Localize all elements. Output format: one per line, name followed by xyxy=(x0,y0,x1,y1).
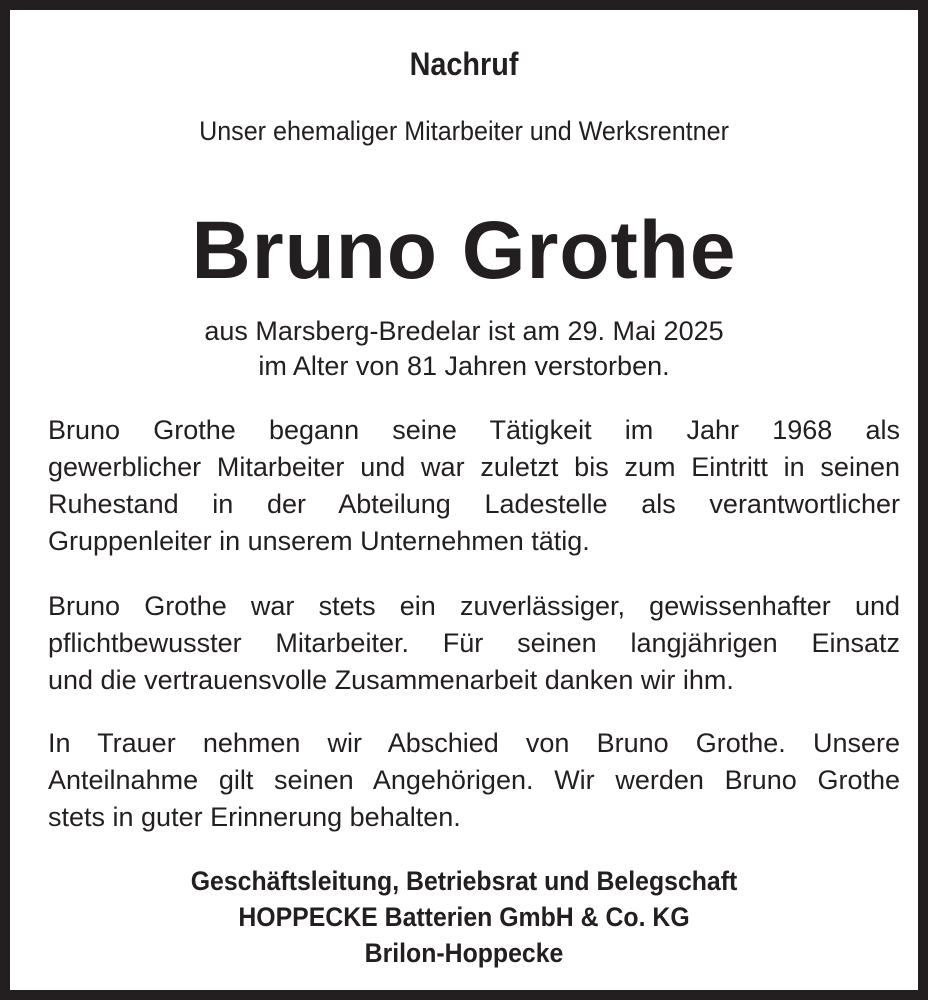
paragraph-line: und die vertrauensvolle Zusammenarbeit danken wir ihm. xyxy=(48,665,734,695)
paragraph-line: Anteilnahme gilt seinen Angehörigen. Wir werden Bruno Grothe xyxy=(48,765,900,795)
origin-line-2: im Alter von 81 Jahren verstorben. xyxy=(258,351,670,381)
paragraph-condolence xyxy=(48,725,900,836)
signature-line-company: HOPPECKE Batterien GmbH & Co. KG xyxy=(238,902,690,932)
notice-heading: Nachruf xyxy=(409,46,519,82)
paragraph-line: stets in guter Erinnerung behalten. xyxy=(48,802,461,832)
paragraph-line: gewerblicher Mitarbeiter und war zuletzt bis zum Eintritt in seinen xyxy=(48,452,900,482)
signature-line-groups: Geschäftsleitung, Betriebsrat und Belegschaft xyxy=(190,866,738,896)
paragraph-line: Bruno Grothe war stets ein zuverlässiger, gewissenhafter und xyxy=(48,591,900,621)
paragraph-career xyxy=(48,412,900,560)
deceased-name: Bruno Grothe xyxy=(191,205,737,296)
signature-line-location: Brilon-Hoppecke xyxy=(364,938,564,968)
paragraph-line: In Trauer nehmen wir Abschied von Bruno Grothe. Unsere xyxy=(48,728,900,758)
notice-subtitle: Unser ehemaliger Mitarbeiter und Werksrentner xyxy=(199,116,729,146)
signature-block xyxy=(10,863,918,971)
paragraph-line: Ruhestand in der Abteilung Ladestelle als verantwortlicher xyxy=(48,489,900,519)
paragraph-line: Gruppenleiter in unserem Unternehmen tätig. xyxy=(48,526,590,556)
paragraph-tribute xyxy=(48,588,900,699)
paragraph-line: Bruno Grothe begann seine Tätigkeit im Jahr 1968 als xyxy=(48,415,900,445)
origin-line-1: aus Marsberg-Bredelar ist am 29. Mai 2025 xyxy=(204,316,724,346)
paragraph-line: pflichtbewusster Mitarbeiter. Für seinen langjährigen Einsatz xyxy=(48,628,900,658)
